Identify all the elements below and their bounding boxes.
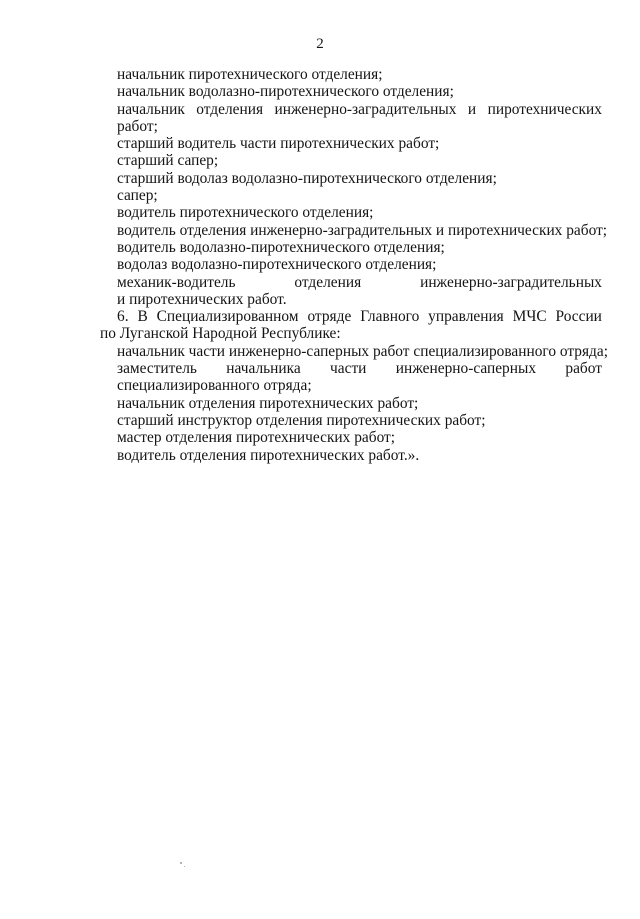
list-item: начальник водолазно-пиротехнического отделения; [117,83,454,101]
word: отделения [294,273,362,291]
list-item: водитель пиротехнического отделения; [117,204,374,222]
word: начальника [226,360,301,378]
word: Главного [360,308,420,326]
list-item-continuation: и пиротехнических работ. [117,290,287,308]
list-item-justified [117,360,602,377]
paragraph-6 [100,308,602,343]
word: пиротехнических [487,100,602,118]
list-item: водолаз водолазно-пиротехнического отделения; [117,256,437,274]
document-body [100,66,608,464]
word: части [330,360,367,378]
list-item: водитель водолазно-пиротехнического отделения; [117,238,445,256]
word: и [467,100,477,118]
word: отряде [307,308,352,326]
scan-speck [184,866,185,867]
word: МЧС [512,308,547,326]
word: инженерно-заградительных [420,273,602,291]
list-item: водитель отделения пиротехнических работ.». [117,446,420,464]
word: инженерно-заградительных [274,100,457,118]
word: России [555,308,602,326]
list-item: старший водитель части пиротехнических работ; [117,135,440,153]
paragraph-first-line [100,308,602,325]
list-item: водитель отделения инженерно-заградительных и пиротехнических работ; [117,221,608,239]
list-item: старший инструктор отделения пиротехнических работ; [117,411,486,429]
list-item: начальник отделения пиротехнических работ; [117,394,419,412]
list-item: начальник пиротехнического отделения; [117,66,383,83]
word: инженерно-саперных [395,360,537,378]
word: 6. [117,308,129,326]
word: отделения [196,100,264,118]
word: Специализированном [156,308,299,326]
position-list-b [100,342,608,464]
word: работ [565,360,602,378]
list-item-justified [117,101,602,118]
list-item: мастер отделения пиротехнических работ; [117,429,396,447]
word: механик-водитель [117,273,236,291]
list-item: сапер; [117,187,158,205]
word: начальник [117,100,185,118]
list-item-continuation: работ; [117,117,158,135]
scan-speck [180,862,182,864]
page-number: 2 [316,36,324,52]
word: В [137,308,148,326]
list-item: начальник части инженерно-саперных работ специализированного отряда; [117,342,608,360]
position-list-a [100,66,608,308]
list-item: старший сапер; [117,152,219,170]
word: заместитель [117,360,197,378]
word: управления [428,308,504,326]
list-item-continuation: специализированного отряда; [117,377,312,395]
list-item-justified [117,274,602,291]
paragraph-line: по Луганской Народной Республике: [100,325,341,343]
list-item: старший водолаз водолазно-пиротехнического отделения; [117,169,497,187]
